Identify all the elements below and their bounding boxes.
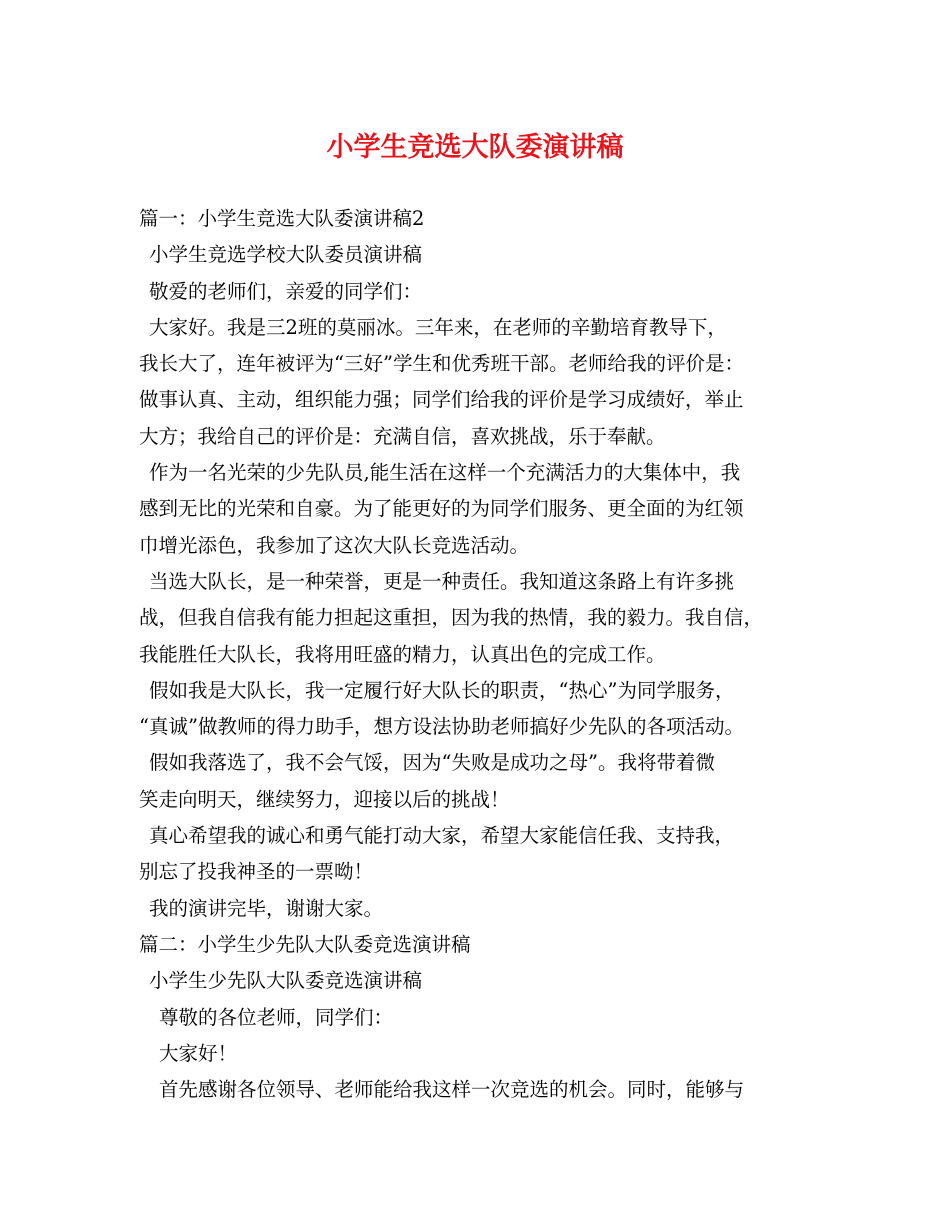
text-line: 小学生少先队大队委竞选演讲稿 [149,969,423,993]
text-line: 首先感谢各位领导、老师能给我这样一次竞选的机会。同时，能够与 [159,1078,745,1102]
text-line: 真心希望我的诚心和勇气能打动大家，希望大家能信任我、支持我， [149,824,735,848]
text-line: 篇一：小学生竞选大队委演讲稿2 [139,207,425,230]
document-title: 小学生竞选大队委演讲稿 [326,132,624,163]
text-line: “真诚”做教师的得力助手，想方设法协助老师搞好少先队的各项活动。 [139,715,744,739]
text-line: 大方；我给自己的评价是：充满自信，喜欢挑战，乐于奉献。 [139,424,666,448]
text-line: 假如我落选了，我不会气馁，因为“失败是成功之母”。我将带着微 [149,751,715,775]
text-line: 做事认真、主动，组织能力强；同学们给我的评价是学习成绩好，举止 [139,388,744,412]
text-line: 大家好。我是三2班的莫丽冰。三年来，在老师的辛勤培育教导下， [149,315,727,339]
text-line: 我的演讲完毕，谢谢大家。 [149,896,384,920]
text-line: 我长大了，连年被评为“三好”学生和优秀班干部。老师给我的评价是： [139,352,744,376]
document-body [139,201,829,1108]
text-line: 我能胜任大队长，我将用旺盛的精力，认真出色的完成工作。 [139,642,666,666]
text-line: 巾增光添色，我参加了这次大队长竞选活动。 [139,533,530,557]
text-line: 假如我是大队长，我一定履行好大队长的职责，“热心”为同学服务， [149,678,735,702]
text-line: 作为一名光荣的少先队员,能生活在这样一个充满活力的大集体中，我 [149,461,741,485]
text-line: 敬爱的老师们，亲爱的同学们： [149,279,423,303]
text-line: 感到无比的光荣和自豪。为了能更好的为同学们服务、更全面的为红领 [139,497,744,521]
text-line: 篇二：小学生少先队大队委竞选演讲稿 [139,932,471,956]
text-line: 大家好！ [159,1041,238,1065]
text-line: 尊敬的各位老师，同学们： [159,1005,394,1029]
text-line: 小学生竞选学校大队委员演讲稿 [149,243,423,267]
text-line: 别忘了投我神圣的一票呦！ [139,860,374,884]
text-line: 当选大队长，是一种荣誉，更是一种责任。我知道这条路上有许多挑 [149,569,735,593]
text-line: 笑走向明天，继续努力，迎接以后的挑战！ [139,787,510,811]
text-line: 战，但我自信我有能力担起这重担，因为我的热情，我的毅力。我自信， [139,606,764,630]
